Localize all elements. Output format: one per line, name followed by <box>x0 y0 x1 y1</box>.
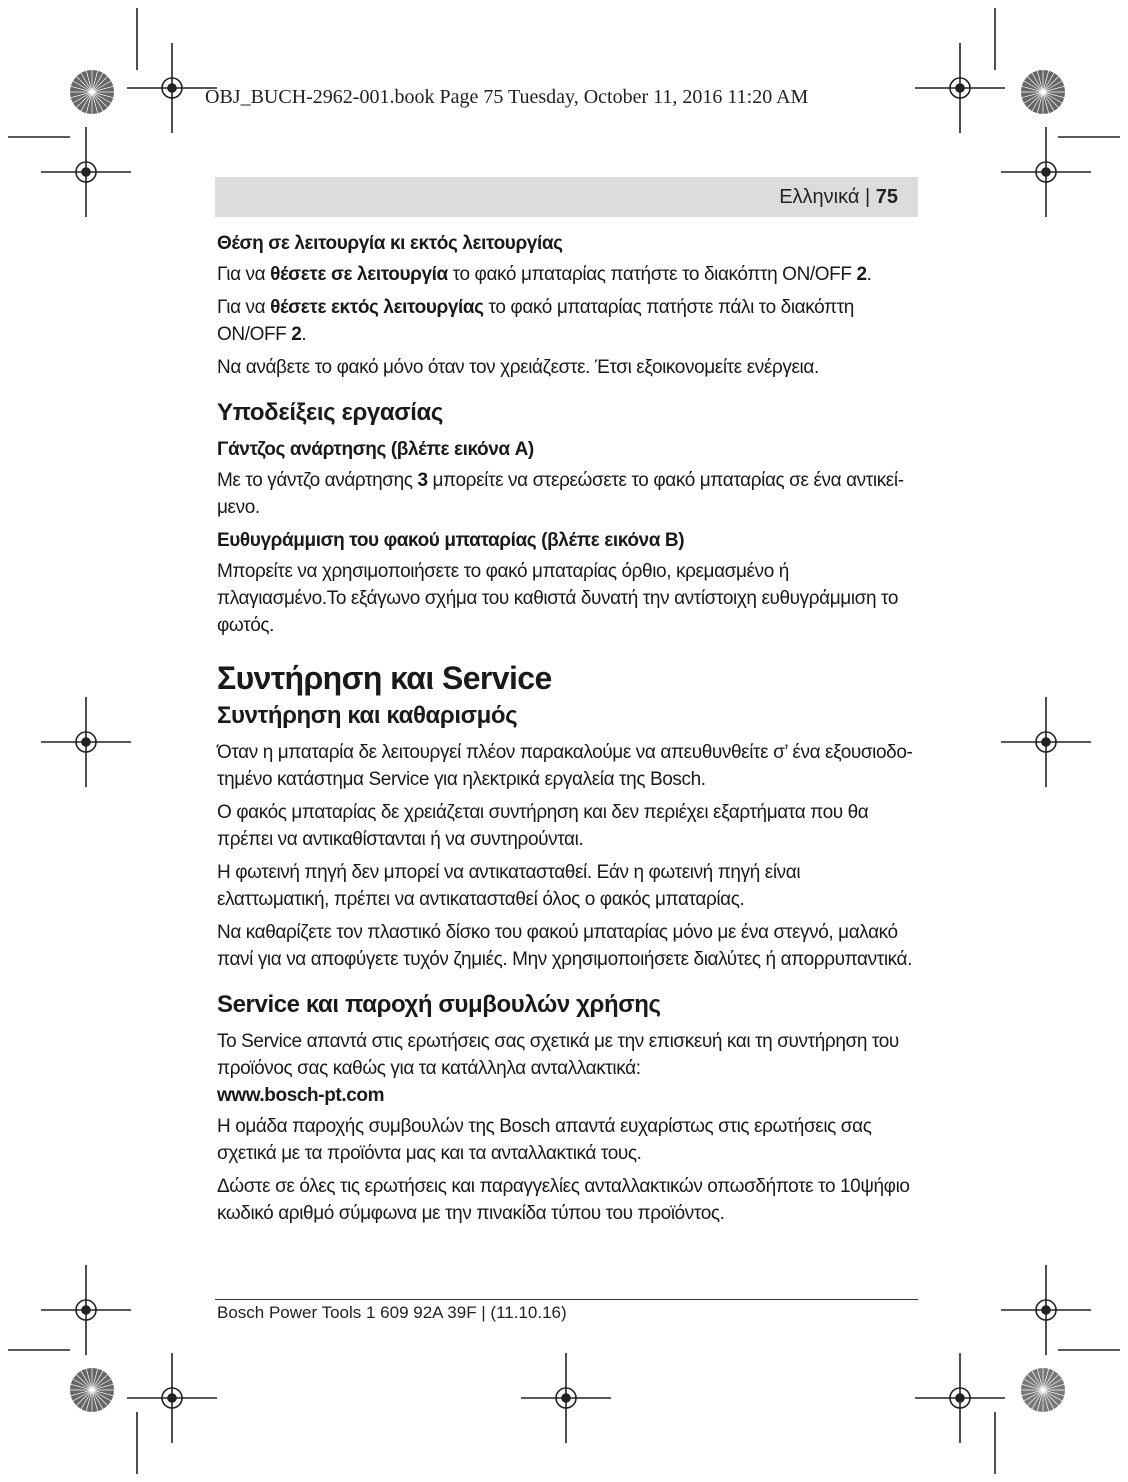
heading-working-advice: Υποδείξεις εργασίας <box>217 399 443 426</box>
registration-mark <box>41 1265 131 1355</box>
starburst-target <box>70 70 114 114</box>
heading-service: Service και παροχή συμβουλών χρήσης <box>217 991 661 1018</box>
service-url[interactable]: www.bosch-pt.com <box>217 1085 385 1106</box>
paragraph: Να ανάβετε το φακό μόνο όταν τον χρειάζεστε. Έτσι εξοικονομείτε ενέργεια. <box>217 357 819 378</box>
page-header-bar <box>215 177 918 217</box>
registration-mark <box>41 127 131 217</box>
registration-mark <box>521 1353 611 1443</box>
registration-mark <box>127 43 217 133</box>
heading-maintenance: Συντήρηση και Service <box>217 660 552 696</box>
paragraph: Με το γάντζο ανάρτησης 3 μπορείτε να στερεώσετε το φακό μπαταρίας σε ένα αντικεί-μενο. <box>217 470 904 518</box>
registration-mark <box>915 43 1005 133</box>
page-footer: Bosch Power Tools 1 609 92A 39F | (11.10.16) <box>217 1303 567 1322</box>
paragraph: Για να θέσετε σε λειτουργία το φακό μπαταρίας πατήστε το διακόπτη ON/OFF 2. <box>217 264 872 285</box>
registration-mark <box>1001 127 1091 217</box>
paragraph: Δώστε σε όλες τις ερωτήσεις και παραγγελίες ανταλλακτικών οπωσδήποτε το 10ψήφιο κωδικό αριθμό σύμφωνα με την πινακίδα τύπου του προϊόντος. <box>217 1176 910 1224</box>
paragraph: Για να θέσετε εκτός λειτουργίας το φακό μπαταρίας πατήστε πάλι το διακόπτη ON/OFF 2. <box>217 297 854 345</box>
page-number: 75 <box>875 186 898 208</box>
registration-mark <box>41 697 131 787</box>
registration-mark <box>1001 697 1091 787</box>
heading-cleaning: Συντήρηση και καθαρισμός <box>217 702 518 729</box>
paragraph: Να καθαρίζετε τον πλαστικό δίσκο του φακού μπαταρίας μόνο με ένα στεγνό, μαλακό πανί για να αποφύγετε τυχόν ζημιές. Μην χρησιμοποιήσετε διαλύτες ή απορρυπαντικά. <box>217 922 912 970</box>
paragraph: Όταν η μπαταρία δε λειτουργεί πλέον παρακαλούμε να απευθυνθείτε σ’ ένα εξουσιοδο-τημένο κατάστημα Service για ηλεκτρικά εργαλεία της Bosch. <box>217 742 913 790</box>
starburst-target <box>1021 1368 1065 1412</box>
paragraph: Ο φακός μπαταρίας δε χρειάζεται συντήρηση και δεν περιέχει εξαρτήματα που θα πρέπει να αντικαθίστανται ή να συντηρούνται. <box>217 802 869 850</box>
paragraph: Μπορείτε να χρησιμοποιήσετε το φακό μπαταρίας όρθιο, κρεμασμένο ή πλαγιασμένο.Το εξάγωνο σχήμα του καθιστά δυνατή την αντίστοιχη ευθυγράμμιση το φωτός. <box>217 561 899 636</box>
paragraph: Η ομάδα παροχής συμβουλών της Bosch απαντά ευχαρίστως στις ερωτήσεις σας σχετικά με τα προϊόντα μας και τα ανταλλακτικά τους. <box>217 1116 872 1164</box>
page-header-language: Ελληνικά | 75 <box>779 186 898 208</box>
registration-mark <box>915 1353 1005 1443</box>
heading-switch-on-off: Θέση σε λειτουργία κι εκτός λειτουργίας <box>217 233 563 254</box>
starburst-target <box>70 1368 114 1412</box>
paragraph: Το Service απαντά στις ερωτήσεις σας σχετικά με την επισκευή και τη συντήρηση του προϊόνος σας καθώς για τα κατάλληλα ανταλλακτικά: <box>217 1031 899 1079</box>
registration-mark <box>1001 1265 1091 1355</box>
paragraph: Η φωτεινή πηγή δεν μπορεί να αντικατασταθεί. Εάν η φωτεινή πηγή είναι ελαττωματική, πρέπει να αντικατασταθεί όλος ο φακός μπαταρίας. <box>217 862 801 910</box>
heading-hook: Γάντζος ανάρτησης (βλέπε εικόνα A) <box>217 439 534 460</box>
registration-mark <box>127 1353 217 1443</box>
page-content <box>217 230 917 1233</box>
heading-alignment: Ευθυγράμμιση του φακού μπαταρίας (βλέπε εικόνα B) <box>217 530 685 551</box>
print-header: OBJ_BUCH-2962-001.book Page 75 Tuesday, October 11, 2016 11:20 AM <box>205 86 809 108</box>
starburst-target <box>1021 70 1065 114</box>
footer-divider <box>215 1299 918 1300</box>
